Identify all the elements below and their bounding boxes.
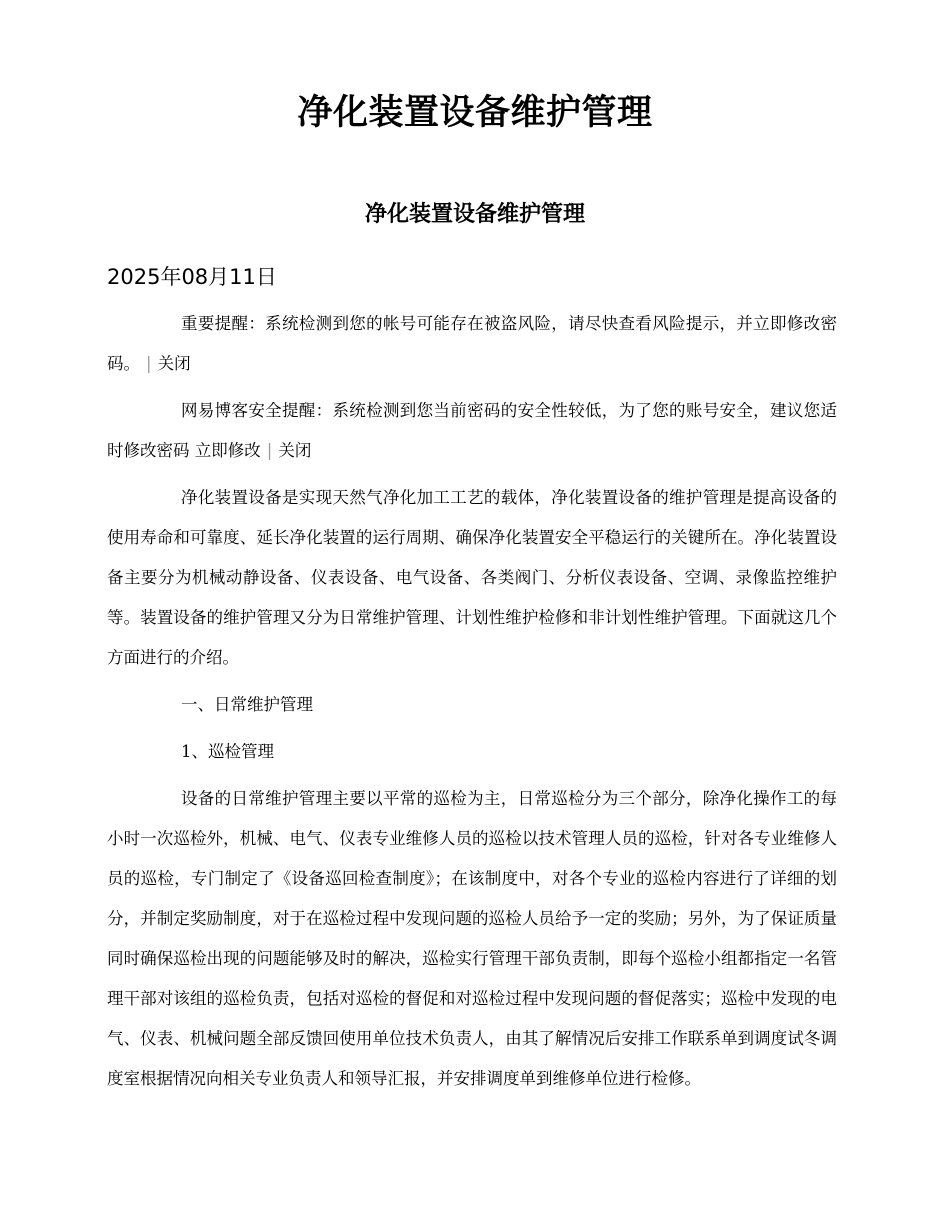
security-alert-first-text: 重要提醒：系统检测到您的帐号可能存在被盗风险，请尽快查看风险提示，并立即修改密码。 <box>107 314 837 373</box>
security-alert-first <box>107 304 837 384</box>
main-title: 净化装置设备维护管理 <box>297 92 653 133</box>
section-heading-daily-maintenance: 一、日常维护管理 <box>181 695 313 714</box>
subsection-heading-inspection: 1、巡检管理 <box>181 742 274 761</box>
close-alert-first-link[interactable]: 关闭 <box>157 354 191 373</box>
alert-separator: | <box>146 354 152 373</box>
document-date: 2025年08月11日 <box>107 265 277 289</box>
alert-separator: | <box>266 441 273 460</box>
inspection-paragraph: 设备的日常维护管理主要以平常的巡检为主，日常巡检分为三个部分，除净化操作工的每小时一次巡检外，机械、电气、仪表专业维修人员的巡检以技术管理人员的巡检，针对各专业维修人员的巡检，专门制定了《设备巡回检查制度》；在该制度中，对各个专业的巡检内容进行了详细的划分，并制定奖励制度，对于在巡检过程中发现问题的巡检人员给予一定的奖励；另外，为了保证质量同时确保巡检出现的问题能够及时的解决，巡检实行管理干部负责制，即每个巡检小组都指定一名管理干部对该组的巡检负责，包括对巡检的督促和对巡检过程中发现问题的督促落实；巡检中发现的电气、仪表、机械问题全部反馈回使用单位技术负责人，由其了解情况后安排工作联系单到调度试冬调度室根据情况向相关专业负责人和领导汇报，并安排调度单到维修单位进行检修。 <box>107 789 837 1088</box>
close-alert-second-link[interactable]: 关闭 <box>278 441 312 460</box>
security-alert-second-text: 网易博客安全提醒：系统检测到您当前密码的安全性较低，为了您的账号安全，建议您适时修改密码 <box>107 401 837 460</box>
modify-password-link[interactable]: 立即修改 <box>194 441 261 460</box>
security-alert-second <box>107 391 837 471</box>
intro-paragraph: 净化装置设备是实现天然气净化加工工艺的载体，净化装置设备的维护管理是提高设备的使用寿命和可靠度、延长净化装置的运行周期、确保净化装置安全平稳运行的关键所在。净化装置设备主要分为机械动静设备、仪表设备、电气设备、各类阀门、分析仪表设备、空调、录像监控维护等。装置设备的维护管理又分为日常维护管理、计划性维护检修和非计划性维护管理。下面就这几个方面进行的介绍。 <box>107 488 837 667</box>
sub-title: 净化装置设备维护管理 <box>364 202 585 227</box>
document-body <box>107 304 837 1106</box>
